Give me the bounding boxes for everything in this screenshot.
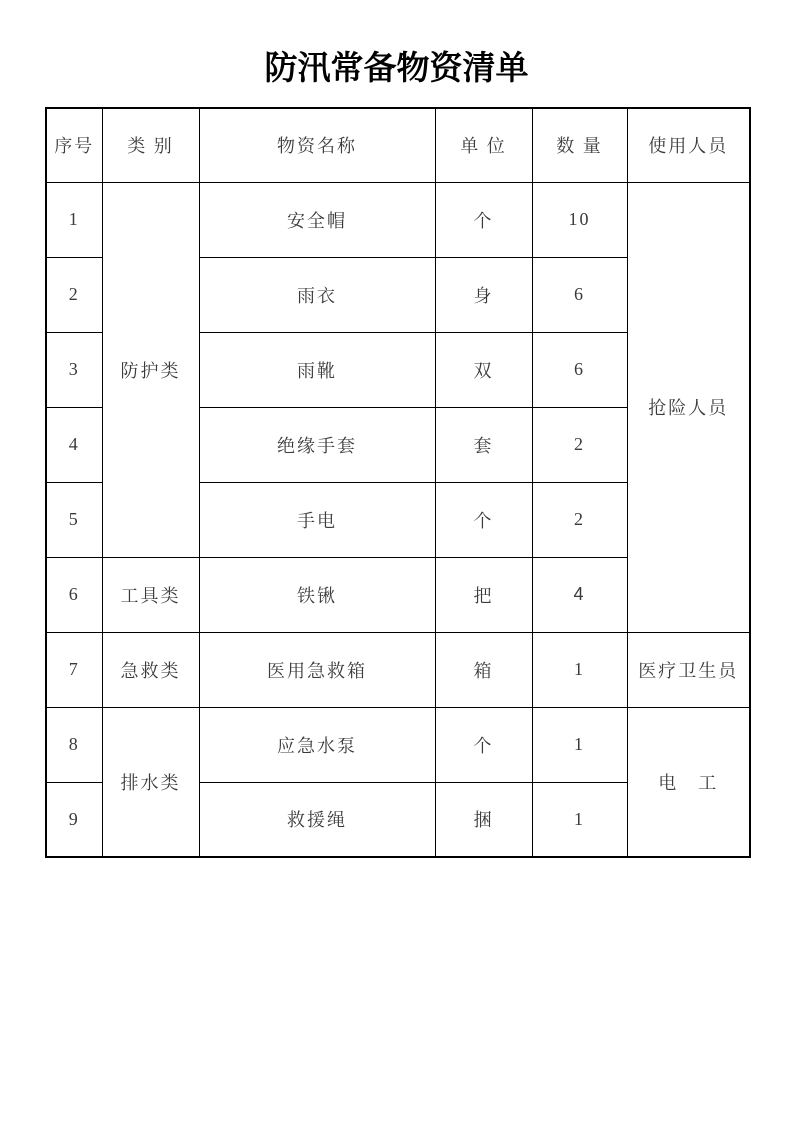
unit-cell: 捆 <box>435 782 532 857</box>
table-row <box>46 182 750 257</box>
category-cell-tools: 工具类 <box>102 557 199 632</box>
table-row <box>46 632 750 707</box>
category-cell-protection: 防护类 <box>102 182 199 557</box>
materials-table <box>45 107 751 858</box>
material-name-cell: 救援绳 <box>199 782 435 857</box>
unit-cell: 个 <box>435 482 532 557</box>
serial-cell: 7 <box>46 632 102 707</box>
serial-cell: 3 <box>46 332 102 407</box>
unit-cell: 身 <box>435 257 532 332</box>
header-users: 使用人员 <box>627 108 750 182</box>
material-name-cell: 安全帽 <box>199 182 435 257</box>
page-title: 防汛常备物资清单 <box>264 51 529 87</box>
unit-cell: 双 <box>435 332 532 407</box>
unit-cell: 个 <box>435 707 532 782</box>
serial-cell: 5 <box>46 482 102 557</box>
header-serial-number: 序号 <box>46 108 102 182</box>
users-cell-medical-orderly: 医疗卫生员 <box>627 632 750 707</box>
material-name-cell: 铁锹 <box>199 557 435 632</box>
material-name-cell: 手电 <box>199 482 435 557</box>
category-cell-first-aid: 急救类 <box>102 632 199 707</box>
users-cell-rescue-crew: 抢险人员 <box>627 182 750 632</box>
category-cell-drainage: 排水类 <box>102 707 199 857</box>
header-quantity: 数 量 <box>532 108 627 182</box>
header-category: 类 别 <box>102 108 199 182</box>
material-name-cell: 绝缘手套 <box>199 407 435 482</box>
table-header-row <box>46 108 750 182</box>
users-cell-electrician: 电 工 <box>627 707 750 857</box>
header-material-name: 物资名称 <box>199 108 435 182</box>
material-name-cell: 应急水泵 <box>199 707 435 782</box>
unit-cell: 套 <box>435 407 532 482</box>
quantity-cell: 6 <box>532 257 627 332</box>
serial-cell: 4 <box>46 407 102 482</box>
quantity-cell: 1 <box>532 707 627 782</box>
quantity-cell: 6 <box>532 332 627 407</box>
serial-cell: 9 <box>46 782 102 857</box>
table-row <box>46 707 750 782</box>
material-name-cell: 雨衣 <box>199 257 435 332</box>
quantity-cell: 1 <box>532 782 627 857</box>
header-unit: 单 位 <box>435 108 532 182</box>
quantity-cell: 1 <box>532 632 627 707</box>
material-name-cell: 医用急救箱 <box>199 632 435 707</box>
material-name-cell: 雨靴 <box>199 332 435 407</box>
quantity-cell: 2 <box>532 407 627 482</box>
unit-cell: 个 <box>435 182 532 257</box>
quantity-cell: 4 <box>532 557 627 632</box>
serial-cell: 8 <box>46 707 102 782</box>
quantity-cell: 2 <box>532 482 627 557</box>
unit-cell: 箱 <box>435 632 532 707</box>
serial-cell: 2 <box>46 257 102 332</box>
quantity-cell: 10 <box>532 182 627 257</box>
serial-cell: 1 <box>46 182 102 257</box>
serial-cell: 6 <box>46 557 102 632</box>
unit-cell: 把 <box>435 557 532 632</box>
